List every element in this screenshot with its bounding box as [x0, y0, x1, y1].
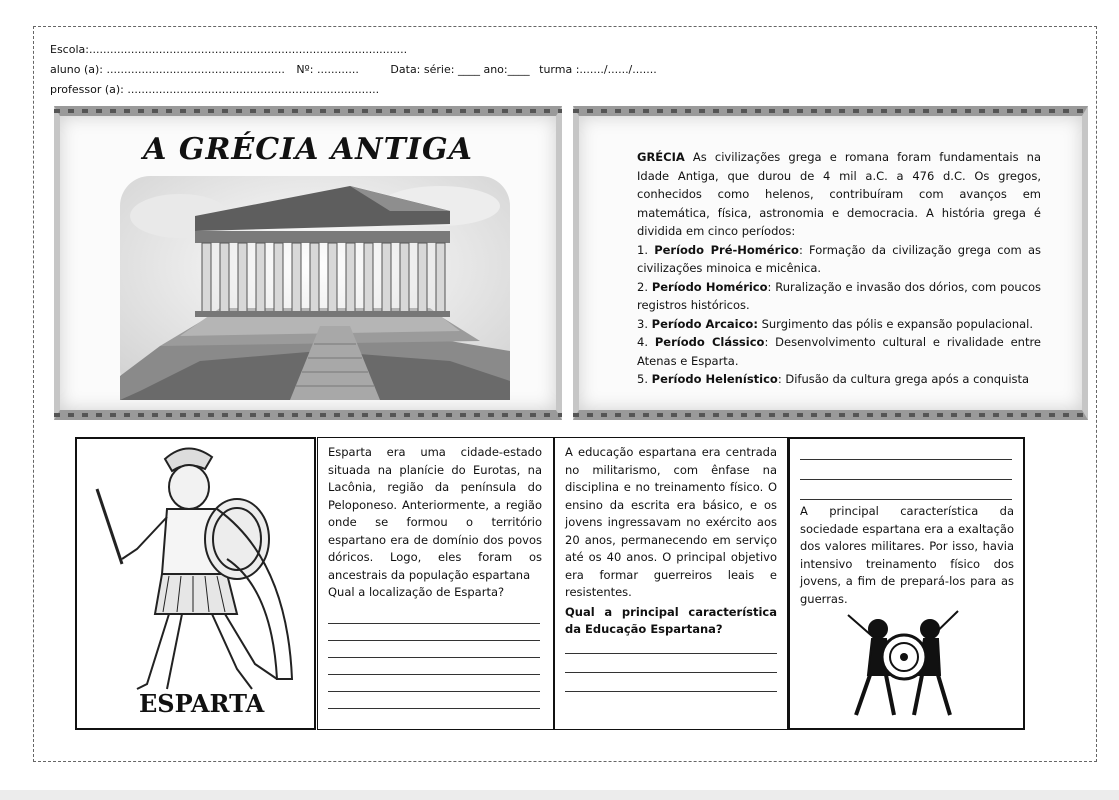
answer-line[interactable]	[800, 459, 1012, 460]
period-name: Período Helenístico	[651, 372, 778, 386]
answer-line[interactable]	[565, 691, 777, 692]
ano-field[interactable]: ____	[507, 63, 530, 76]
column1-text: Esparta era uma cidade-estado situada na planície do Eurotas, na Lacônia, região da península do Peloponeso. Anteriormente, a região onde se formou o território espartano era de domínio dos povos dóricos. Logo, eles foram os ancestrais da população espartana	[328, 445, 542, 582]
period-text: : Desenvolvimento cultural e rivalidade entre Atenas e Esparta.	[637, 335, 1042, 368]
column3-text: A principal característica da sociedade espartana era a exaltação dos valores militares. Por isso, havia intensivo treinamento físico dos jovens, a fim de prepará-los para as guerras.	[800, 504, 1014, 606]
escola-line	[50, 43, 407, 56]
period-name: Período Pré-Homérico	[654, 242, 799, 257]
period-item	[637, 241, 1041, 278]
column2-text-block	[565, 444, 777, 639]
escola-field[interactable]: ...........................................................................................	[88, 43, 408, 56]
serie-label: série:	[423, 63, 455, 76]
column-sociedade	[788, 437, 1025, 730]
column2-question: Qual a principal característica da Educação Espartana?	[565, 604, 777, 636]
period-item	[637, 315, 1041, 334]
column-localizacao	[317, 437, 554, 730]
intro-text: As civilizações grega e romana foram fundamentais na Idade Antiga, que durou de 4 mil a.C. a 476 d.C. Os gregos, conhecidos como helenos, contribuíram com avanços em matemática, física, astronomia e democracia. A história grega é dividida em cinco períodos:	[637, 150, 1042, 238]
answer-line[interactable]	[328, 708, 540, 709]
esparta-label: ESPARTA	[139, 689, 265, 718]
data-label: Data:	[390, 63, 421, 76]
title-panel	[54, 106, 562, 420]
aluno-label: aluno (a):	[50, 63, 103, 76]
hoplites-illustration	[838, 605, 968, 725]
numero-label: Nº:	[296, 63, 314, 76]
ano-label: ano:	[483, 63, 508, 76]
aluno-line	[50, 63, 657, 76]
answer-line[interactable]	[328, 674, 540, 675]
professor-label: professor (a):	[50, 83, 124, 96]
period-text: : Difusão da cultura grega após a conquista	[777, 372, 1030, 386]
period-name: Período Clássico	[654, 335, 765, 349]
intro-text-block	[637, 148, 1041, 389]
answer-line[interactable]	[800, 479, 1012, 480]
period-num: 4.	[637, 335, 648, 349]
esparta-image-box	[75, 437, 316, 730]
column2-text: A educação espartana era centrada no militarismo, com ênfase na disciplina e no treinamento físico. O ensino da escrita era básico, e os jovens ingressavam no exército aos 20 anos, permanecendo em serviço até os 40 anos. O principal objetivo era formar guerreiros leais e resistentes.	[565, 445, 777, 599]
period-item	[637, 278, 1041, 315]
answer-line[interactable]	[800, 499, 1012, 500]
professor-field[interactable]: ........................................................................	[127, 83, 380, 96]
period-item	[637, 370, 1041, 389]
period-num: 3.	[637, 316, 648, 331]
intro-panel	[573, 106, 1088, 420]
numero-field[interactable]: ............	[316, 63, 359, 76]
column1-text-block	[328, 444, 542, 602]
period-name: Período Homérico	[651, 279, 768, 294]
answer-line[interactable]	[328, 640, 540, 641]
intro-lead: GRÉCIA	[637, 150, 685, 164]
answer-line[interactable]	[328, 657, 540, 658]
answer-line[interactable]	[565, 672, 777, 673]
escola-label: Escola:	[50, 43, 89, 56]
column1-question: Qual a localização de Esparta?	[328, 585, 505, 599]
temple-illustration	[120, 176, 510, 400]
professor-line	[50, 83, 379, 96]
period-num: 1.	[637, 242, 648, 257]
period-num: 2.	[637, 279, 648, 294]
serie-field[interactable]: ____	[457, 63, 480, 76]
period-item	[637, 333, 1041, 370]
answer-line[interactable]	[565, 653, 777, 654]
spartan-warrior-illustration	[77, 439, 313, 727]
period-num: 5.	[637, 372, 648, 386]
answer-line[interactable]	[328, 623, 540, 624]
column-educacao	[554, 437, 788, 730]
aluno-field[interactable]: ...................................................	[106, 63, 285, 76]
turma-field[interactable]: turma :......./....../.......	[539, 63, 657, 76]
page-title: A GRÉCIA ANTIGA	[143, 132, 473, 167]
period-text: : Formação da civilização grega com as civilizações minoica e micênica.	[637, 242, 1041, 275]
period-text: : Ruralização e invasão dos dórios, com poucos registros históricos.	[637, 279, 1041, 312]
period-name: Período Arcaico:	[651, 316, 758, 331]
intro-paragraph	[637, 148, 1041, 241]
period-text: Surgimento das pólis e expansão populacional.	[757, 316, 1034, 331]
answer-line[interactable]	[328, 691, 540, 692]
